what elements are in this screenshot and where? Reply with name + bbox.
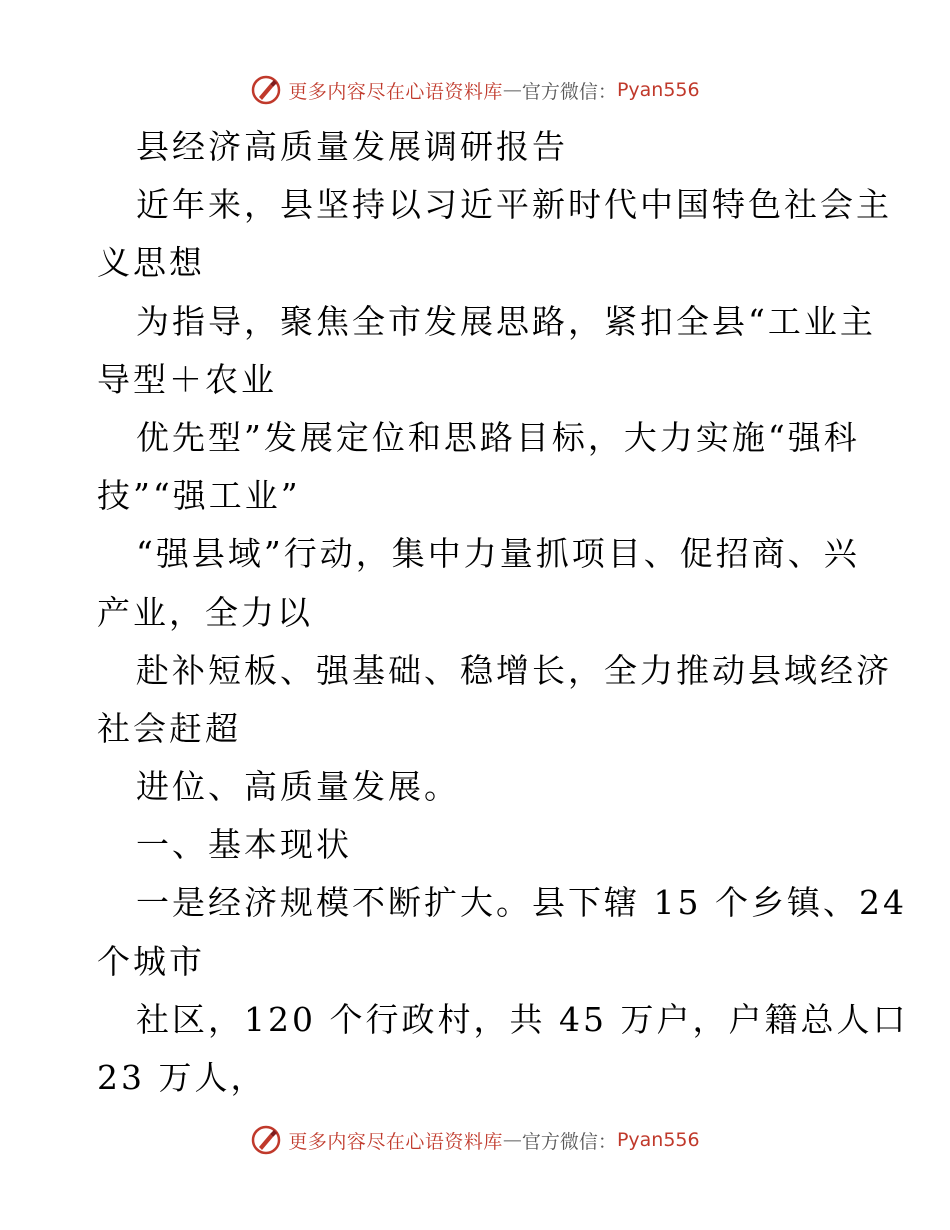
text-line: 优先型”发展定位和思路目标，大力实施“强科 [136,417,860,457]
banner-wechat-id: Pyan556 [616,79,700,101]
banner-wechat-label: 官方微信： [521,80,617,103]
header-watermark-banner [0,70,950,110]
text-line: 产业，全力以 [97,592,313,632]
section-heading: 一、基本现状 [136,825,352,865]
text-line: 社区，120 个行政村，共 45 万户，户籍总人口 [136,999,909,1039]
text-line: 导型＋农业 [97,359,277,399]
document-body [97,118,909,1107]
text-line: 赴补短板、强基础、稳增长，全力推动县域经济 [136,650,892,690]
pen-logo-icon [250,1124,282,1156]
text-line: 进位、高质量发展。 [136,767,460,807]
text-line: 社会赶超 [97,708,241,748]
banner-text: 更多内容尽在心语资料库 [288,80,503,103]
banner-separator: — [502,1129,522,1151]
text-line: 23 万人， [97,1058,267,1097]
banner-text: 更多内容尽在心语资料库 [288,1130,503,1153]
text-line: 一是经济规模不断扩大。县下辖 15 个乡镇、24 [136,883,907,923]
banner-wechat-label: 官方微信： [521,1130,617,1153]
document-title: 县经济高质量发展调研报告 [136,127,568,166]
text-line: 技”“强工业” [97,476,301,516]
banner-separator: — [502,79,522,101]
footer-watermark-banner [0,1120,950,1160]
banner-wechat-id: Pyan556 [616,1129,700,1151]
text-line: 个城市 [97,941,205,981]
text-line: 近年来，县坚持以习近平新时代中国特色社会主 [136,185,892,225]
text-line: 义思想 [97,243,205,283]
pen-logo-icon [250,74,282,106]
text-line: “强县域”行动，集中力量抓项目、促招商、兴 [136,534,860,574]
text-line: 为指导，聚焦全市发展思路，紧扣全县“工业主 [136,301,876,341]
